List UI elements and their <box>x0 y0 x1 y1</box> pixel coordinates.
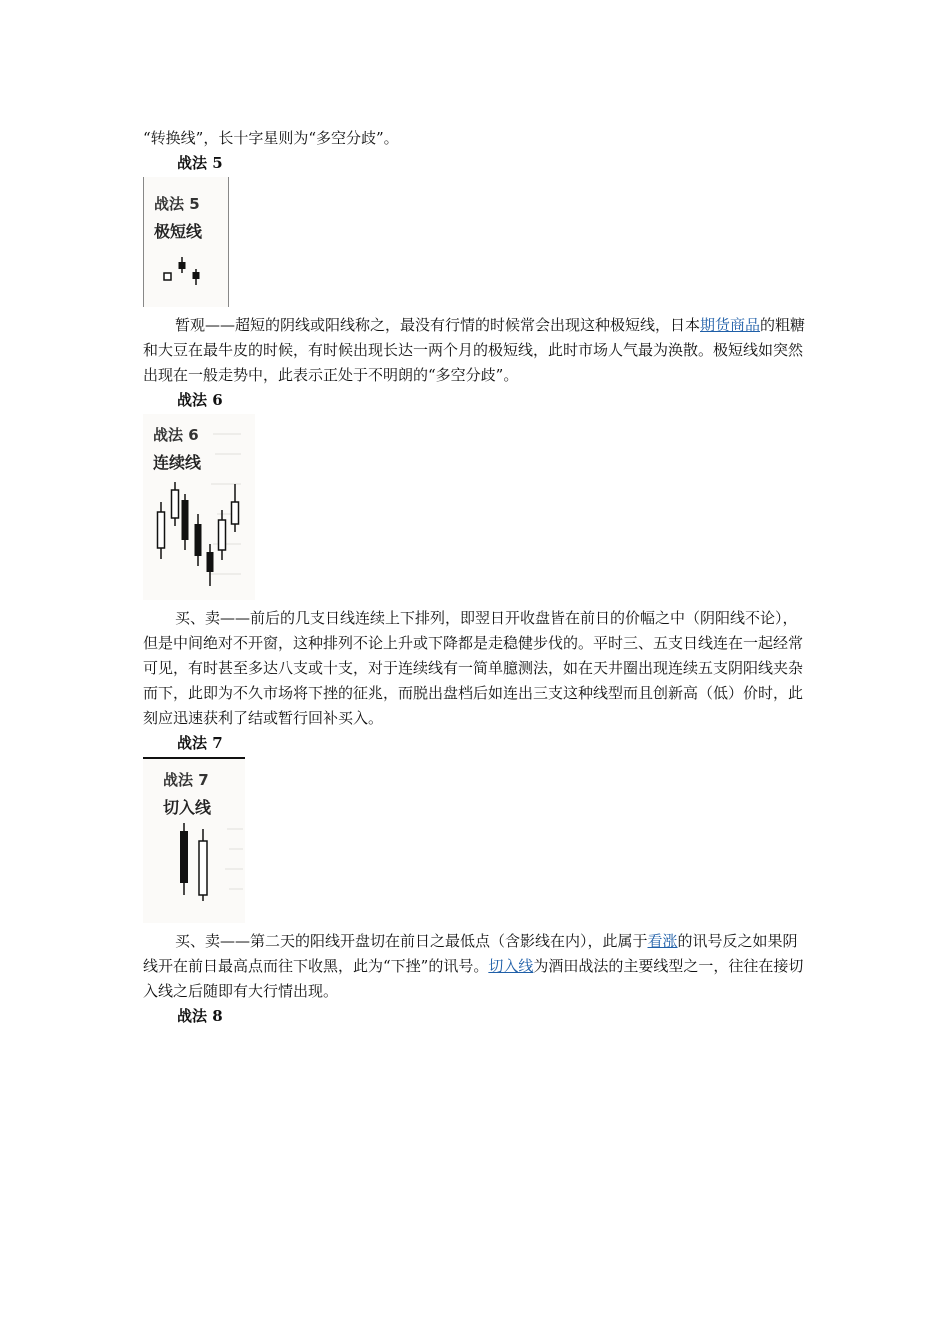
figure-title: 战法 5 <box>154 195 200 213</box>
figure-extreme-short-line <box>143 177 229 307</box>
figure-label: 切入线 <box>163 798 212 817</box>
candle-white <box>172 490 179 518</box>
section-paragraph-6: 买、卖——前后的几支日线连续上下排列，即翌日开收盘皆在前日的价幅之中（阴阳线不论），但是中间绝对不开窗，这种排列不论上升或下降都是走稳健步伐的。平时三、五支日线连在一起经常可见，有时甚至多达八支或十支，对于连续线有一简单臆测法，如在天井圈出现连续五支阴阳线夹杂而下，此即为不久市场将下挫的征兆，而脱出盘档后如连出三支这种线型而且创新高（低）价时，此刻应迅速获利了结或暂行回补买入。 <box>143 609 804 727</box>
candlestick-illustration <box>143 414 255 600</box>
candle-white <box>158 512 165 548</box>
cut-in-line-link[interactable]: 切入线 <box>488 957 534 975</box>
candlestick-illustration <box>143 759 245 923</box>
candle-black <box>195 524 202 556</box>
figure-title: 战法 7 <box>163 771 209 789</box>
candle-black <box>180 831 188 883</box>
figure-title: 战法 6 <box>153 426 199 444</box>
figure-label: 极短线 <box>154 222 203 241</box>
candle-white <box>232 502 239 524</box>
candle-black <box>182 500 189 540</box>
figure-continuous-line <box>143 414 255 600</box>
candle-white <box>219 520 226 550</box>
figure-label: 连续线 <box>153 453 202 472</box>
candle-white <box>199 841 207 895</box>
document-page <box>143 126 807 1028</box>
section-heading-6: 战法 6 <box>177 391 223 409</box>
section-paragraph-7: 买、卖——第二天的阳线开盘切在前日之最低点（含影线在内），此属于看涨的讯号反之如果阴线开在前日最高点而往下收黑，此为“下挫”的讯号。切入线为酒田战法的主要线型之一，往往在接切入线之后随即有大行情出现。 <box>143 932 804 1000</box>
candle-black <box>207 552 214 572</box>
section-paragraph-5: 暂观——超短的阴线或阳线称之，最没有行情的时候常会出现这种极短线，日本期货商品的粗糖和大豆在最牛皮的时候，有时候出现长达一两个月的极短线，此时市场人气最为涣散。极短线如突然出现在一般走势中，此表示正处于不明朗的“多空分歧”。 <box>143 316 806 384</box>
bullish-link[interactable]: 看涨 <box>647 932 678 950</box>
section-heading-5: 战法 5 <box>177 154 223 172</box>
intro-paragraph: “转换线”，长十字星则为“多空分歧”。 <box>143 129 399 147</box>
futures-link[interactable]: 期货商品 <box>700 316 761 334</box>
section-heading-8: 战法 8 <box>177 1007 223 1025</box>
candle-black <box>193 272 200 279</box>
figure-cut-in-line <box>143 757 245 923</box>
candle-black <box>179 262 186 269</box>
candlestick-illustration <box>144 177 228 307</box>
candle-white <box>164 273 171 280</box>
section-heading-7: 战法 7 <box>177 734 223 752</box>
